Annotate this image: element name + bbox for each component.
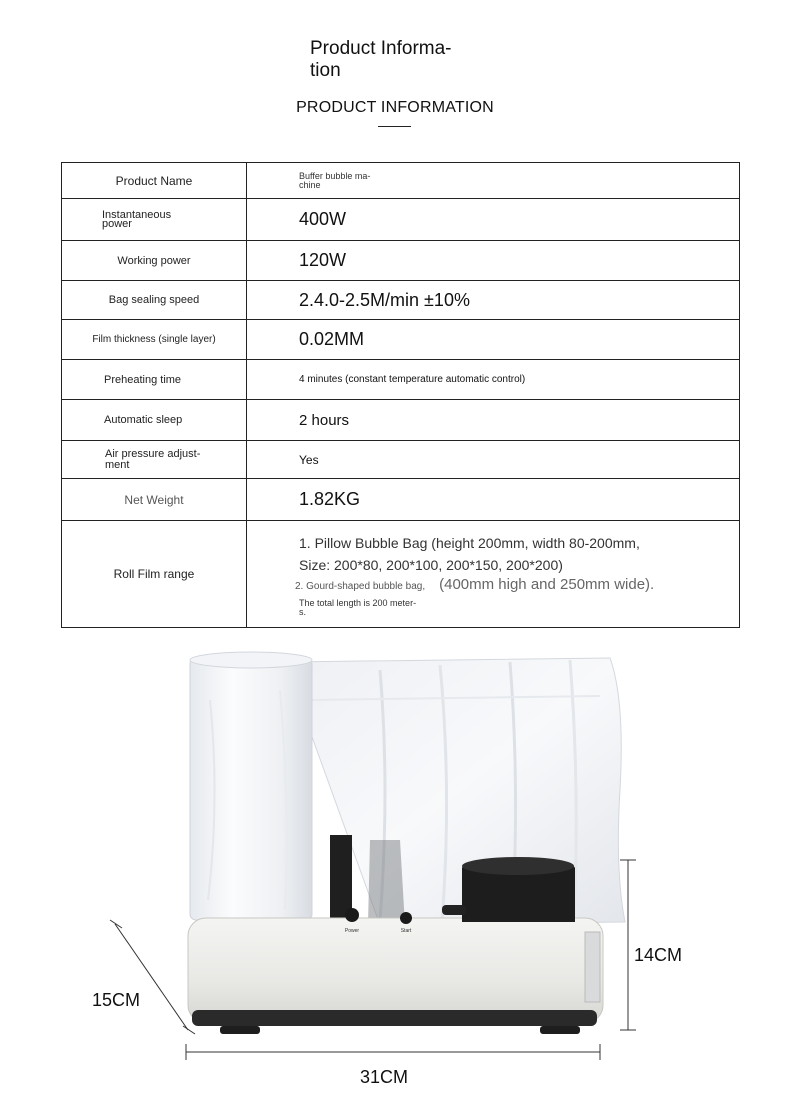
table-row <box>62 320 740 360</box>
roll-film-total-length: The total length is 200 meter- s. <box>299 597 417 617</box>
label-net-weight: Net Weight <box>62 479 247 521</box>
label-product-name: Product Name <box>62 163 247 199</box>
table-row <box>62 199 740 241</box>
value-film-thickness: 0.02MM <box>247 320 740 360</box>
table-row <box>62 400 740 441</box>
label-preheating-time: Preheating time <box>62 360 247 400</box>
roll-film-gourd: 2. Gourd-shaped bubble bag, <box>295 580 426 592</box>
roll-film-line-2: Size: 200*80, 200*100, 200*150, 200*200) <box>299 556 563 573</box>
value-air-pressure: Yes <box>247 441 740 479</box>
value-roll-film-range <box>247 521 740 628</box>
dimension-height: 14CM <box>634 945 683 965</box>
value-product-name: Buffer bubble ma- chine <box>247 163 740 199</box>
dimension-width: 31CM <box>360 1067 409 1087</box>
table-row <box>62 441 740 479</box>
film-roll <box>190 652 312 920</box>
value-bag-sealing-speed: 2.4.0-2.5M/min ±10% <box>247 281 740 320</box>
value-automatic-sleep: 2 hours <box>247 400 740 441</box>
roll-film-line-3 <box>295 576 739 593</box>
label-film-thickness: Film thickness (single layer) <box>62 320 247 360</box>
power-label: Power <box>344 928 360 934</box>
value-preheating-time: 4 minutes (constant temperature automatic control) <box>247 360 740 400</box>
page-title: Product Informa- tion <box>310 38 452 81</box>
label-automatic-sleep: Automatic sleep <box>62 400 247 441</box>
label-roll-film-range: Roll Film range <box>62 521 247 628</box>
label-working-power: Working power <box>62 241 247 281</box>
value-instantaneous-power: 400W <box>247 199 740 241</box>
product-image <box>80 640 720 1100</box>
title-underline <box>378 126 411 127</box>
roll-film-line-1: 1. Pillow Bubble Bag (height 200mm, width 80-200mm, <box>299 534 640 551</box>
power-knob[interactable] <box>345 908 359 922</box>
spec-table <box>61 162 740 628</box>
table-row <box>62 479 740 521</box>
value-net-weight: 1.82KG <box>247 479 740 521</box>
start-button[interactable] <box>400 912 412 924</box>
start-label: Start <box>400 928 412 934</box>
label-instantaneous-power: Instantaneous power <box>62 199 247 241</box>
label-bag-sealing-speed: Bag sealing speed <box>62 281 247 320</box>
roll-film-gourd-size: (400mm high and 250mm wide). <box>439 575 655 593</box>
depth-line <box>115 924 188 1030</box>
table-row <box>62 163 740 199</box>
machine-body <box>188 918 603 1034</box>
dimension-depth: 15CM <box>92 990 141 1010</box>
page-subtitle: PRODUCT INFORMATION <box>296 99 494 116</box>
table-row <box>62 281 740 320</box>
table-row <box>62 521 740 628</box>
table-row <box>62 360 740 400</box>
table-row <box>62 241 740 281</box>
label-air-pressure: Air pressure adjust- ment <box>62 441 247 479</box>
value-working-power: 120W <box>247 241 740 281</box>
